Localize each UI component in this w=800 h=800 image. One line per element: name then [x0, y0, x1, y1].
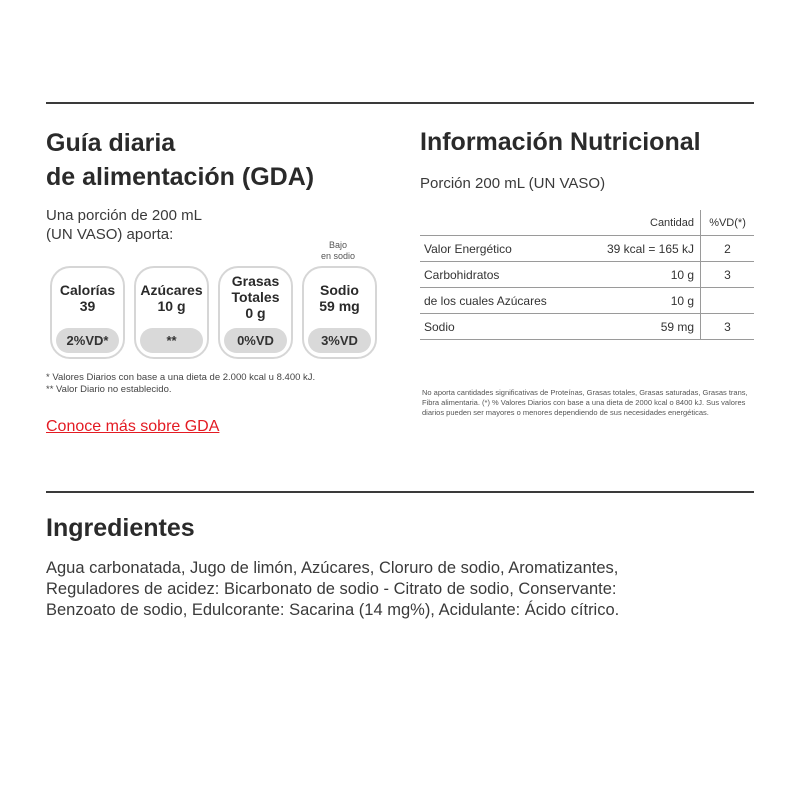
row-name: Valor Energético	[420, 236, 595, 262]
gda-card-vd: **	[140, 328, 203, 353]
table-row	[420, 262, 754, 288]
nutrition-footnote: No aporta cantidades significativas de Proteínas, Grasas totales, Grasas saturadas, Grasas trans, Fibra alimentaria. (*) % Valores Diarios con base a una dieta de 2000 kcal o 8400 kJ. Sus valores diarios pueden ser mayores o menores dependiendo de sus necesidades energéticas.	[422, 388, 748, 417]
gda-card-vd: 2%VD*	[56, 328, 119, 353]
gda-card-name-2: Totales	[231, 289, 280, 305]
gda-card-value: 0 g	[245, 305, 266, 321]
ingredients-title: Ingredientes	[46, 514, 195, 542]
nutrition-title: Información Nutricional	[420, 128, 701, 156]
gda-footnotes	[46, 372, 315, 396]
header-cantidad: Cantidad	[595, 210, 701, 236]
row-cantidad: 39 kcal = 165 kJ	[595, 236, 701, 262]
gda-footnote-1: * Valores Diarios con base a una dieta de 2.000 kcal u 8.400 kJ.	[46, 372, 316, 383]
low-sodium-badge-line1: Bajo	[328, 240, 347, 250]
row-cantidad: 10 g	[595, 262, 701, 288]
gda-footnote-2: ** Valor Diario no establecido.	[46, 384, 172, 395]
nutrition-table	[420, 210, 754, 340]
row-name: Carbohidratos	[420, 262, 595, 288]
row-vd: 3	[701, 314, 754, 340]
gda-subtitle-line2: (UN VASO) aporta:	[46, 226, 174, 243]
row-vd: 3	[701, 262, 754, 288]
ingredients-line1: Agua carbonatada, Jugo de limón, Azúcares, Cloruro de sodio, Aromatizantes,	[46, 559, 619, 577]
gda-card-name: Azúcares	[140, 282, 203, 298]
gda-title-line2: de alimentación (GDA)	[46, 163, 315, 191]
gda-card-azucares	[134, 266, 209, 359]
gda-more-link[interactable]: Conoce más sobre GDA	[46, 418, 220, 435]
gda-card-vd: 3%VD	[308, 328, 371, 353]
header-vd: %VD(*)	[701, 210, 754, 236]
gda-card-value: 59 mg	[319, 298, 360, 314]
row-vd	[701, 288, 754, 314]
gda-card-name: Sodio	[320, 282, 359, 298]
gda-card-value: 39	[79, 298, 96, 314]
gda-title-line1: Guía diaria	[46, 129, 176, 157]
gda-subtitle	[46, 206, 202, 244]
row-name: de los cuales Azúcares	[420, 288, 595, 314]
nutrition-portion: Porción 200 mL (UN VASO)	[420, 175, 606, 192]
gda-subtitle-line1: Una porción de 200 mL	[46, 207, 202, 224]
gda-card-sodio	[302, 266, 377, 359]
top-divider	[46, 102, 754, 104]
ingredients-line3: Benzoato de sodio, Edulcorante: Sacarina (14 mg%), Acidulante: Ácido cítrico.	[46, 601, 620, 619]
gda-card-name: Grasas	[231, 273, 280, 289]
row-vd: 2	[701, 236, 754, 262]
ingredients-text	[46, 558, 619, 621]
ingredients-line2: Reguladores de acidez: Bicarbonato de sodio - Citrato de sodio, Conservante:	[46, 580, 617, 598]
low-sodium-badge	[310, 240, 366, 262]
table-row	[420, 314, 754, 340]
table-row	[420, 236, 754, 262]
gda-title	[46, 126, 314, 194]
nutrition-table-header	[420, 210, 754, 236]
row-cantidad: 59 mg	[595, 314, 701, 340]
header-empty	[420, 210, 595, 236]
gda-card-name: Calorías	[59, 282, 116, 298]
row-cantidad: 10 g	[595, 288, 701, 314]
gda-card-value: 10 g	[157, 298, 186, 314]
row-name: Sodio	[420, 314, 595, 340]
middle-divider	[46, 491, 754, 493]
low-sodium-badge-line2: en sodio	[320, 251, 356, 261]
gda-card-grasas	[218, 266, 293, 359]
table-row	[420, 288, 754, 314]
gda-card-calorias	[50, 266, 125, 359]
gda-card-vd: 0%VD	[224, 328, 287, 353]
